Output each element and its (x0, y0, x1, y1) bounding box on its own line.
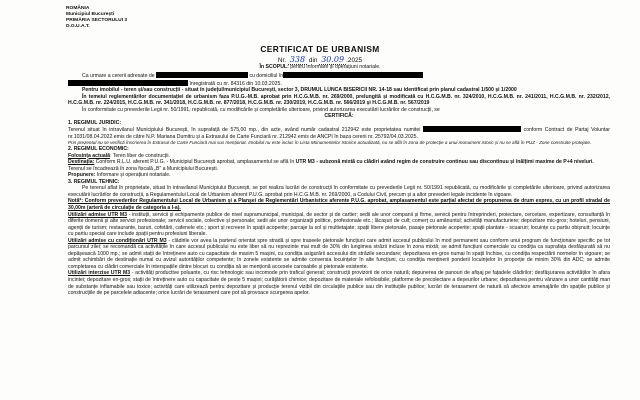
forbidden-uses-label: Utilizări interzise UTR M3 (68, 270, 131, 277)
section-technical-heading: 3. REGIMUL TEHNIC: (68, 178, 120, 185)
conditional-uses-label: Utilizări admise cu condiționări UTR M3 (68, 237, 167, 244)
redacted-owner (423, 126, 521, 132)
legal-note: Prin prezentul nu se verifică înscrierea în Extrasul de Carte Funciară mai sus menționat. Imobilul nu este inclus în Lista Monumentelor Istorice actualizată, nu se află în zona de protecție a unui monument istoric și nu se află în PUZ - Zone construite protejate. (68, 140, 592, 146)
redacted-address-2 (68, 80, 188, 86)
allowed-uses (68, 212, 610, 238)
issuer-header (66, 6, 127, 30)
certificate-year: .2025 (346, 57, 363, 64)
destination-text: Conform R.L.U. aferent P.U.G. - Municipiul București aprobat, amplasamentul se află în (94, 159, 296, 166)
allowed-uses-text: - instituții, servicii și echipamente publice de nivel supramunicipal, municipal, de sector și de cartier; sedii ale unor companii și firme, servicii pentru întreprinderi, proiectare, cercetare, expertizare, consultanță în diferite domenii și alte servicii profesionale; servicii sociale, colective și personale; sedii ale unor organizații politice, profesionale etc.; lăcașuri de cult; comerț cu amănuntul; activități manufacturiere; depozitare mic-gros; hoteluri, pensiuni, agenții de turism; restaurante, baruri, cofetării, cafenele etc.; sport și recreere în spații acoperite; parcaje la sol și multietajate; spații libere pietonale, pasaje pietonale acoperite; spații plantate - scuaruri; locuințe cu partiu obișnuit; locuințe cu partiu special care include spații pentru profesiuni liberale. (68, 211, 610, 238)
economic-destination (68, 159, 610, 166)
certificate-body (68, 72, 610, 297)
destination-label: Destinația: (68, 159, 95, 166)
intro-domicile-text: cu domiciliul în (248, 73, 284, 79)
current-use-text: : Teren liber de construcții. (110, 152, 170, 159)
allowed-uses-label: Utilizări admise UTR M3 (68, 211, 128, 218)
proposal-label: Propunere: (68, 172, 96, 179)
intro-request (68, 72, 610, 80)
conditional-uses-text: - clădirile vor avea la parterul orientat spre stradă și spre traseele pietonale funcțiuni care admit accesul publicului în mod permanent sau conform unui program de funcționare specific pe tot parcursul zilei; se recomandă ca activitățile în care accesul publicului nu este liber să nu reprezinte mai mult de 30% din lungimea străzii incluse în zona mixtă; se admit funcțiuni comerciale cu condiția ca suprafața desfășurată să nu depășească 1000 mp.; se admit stații de întreținere auto cu capacitate de maxim 5 mașini, cu condiția asigurării accesului din străzile secundare; depozitarea en-gros numai în spații închise, cu condiția respectării normelor în vigoare; se admit schimbări de destinație numai cu avizul autorităților competente; în zonele existente se admite conversia locuințelor în alte funcțiuni, cu condiția menținerii ponderii locuințelor în proporție de minim 30% din ADC; se admite completarea cu clădiri comerciale în interspațiile dintre blocuri cu condiția să se menționă accesele carosabile și pietonale existente. (68, 237, 610, 270)
certificate-number: 338 (289, 55, 306, 64)
certifica-heading: CERTIFICĂ: (324, 113, 354, 120)
certificate-number-line (0, 55, 640, 64)
scope-label: În SCOPUL: (259, 64, 289, 70)
section-legal-text (68, 126, 610, 140)
legal-text-2: conform Contract de Partaj Voluntar nr.1031/08.04.2022 emis de către N.P. Mariana Dumitru și a Extrasului de Carte Funciară nr. 212942 emis de ANCPI în baza cererii nr. 25792/04.03.2025. (68, 127, 610, 140)
certificate-date: 30.09 (321, 55, 345, 64)
header-office: PRIMĂRIA SECTORULUI 3 (66, 18, 128, 23)
redacted-address (283, 72, 423, 78)
intro-legal-basis: În temeiul reglementărilor documentației de urbanism faza P.U.G.-M.B. aprobat prin H.C.G.M.B. nr. 269/2000, prelungită și modificată cu H.C.G.M.B. nr. 324/2010, H.C.G.M.B. nr. 241/2011, H.C.G.M.B. nr. 232/2012, H.C.G.M.B. nr. 224/2015, H.C.G.M.B. nr. 341/2018, H.C.G.M.B. nr. 877/2018, H.C.G.M.B. nr. 230/2019, H.C.G.M.B. nr. 566/2019 și H.C.G.M.B. nr. 567/2019 (68, 93, 610, 107)
current-use-label: Folosința actuală (68, 152, 110, 159)
din-label: din (307, 57, 320, 64)
intro-law: În conformitate cu prevederile Legii nr. 50/1991, republicată, cu modificările și completările ulterioare, privind autorizarea executării lucrărilor de construcții, se (82, 106, 440, 113)
header-department: D.G.U.A.T. (66, 24, 90, 29)
certificate-title: CERTIFICAT DE URBANISM (260, 44, 380, 54)
destination-zone: UTR M3 - subzonă mixtă cu clădiri având regim de construire continuu sau discontinuu și înălțimi maxime de P+4 niveluri. (295, 159, 594, 166)
header-city: Municipiul București (66, 12, 115, 17)
proposal-text: Informare și operațiuni notariale. (95, 172, 171, 179)
forbidden-uses (68, 270, 610, 296)
certificate-scope (0, 64, 640, 70)
section-legal-heading: 1. REGIMUL JURIDIC: (68, 119, 122, 126)
nr-prefix: Nr. (277, 57, 288, 64)
fiscal-zone: Terenul se încadrează în zona fiscală „B” a Municipiului București. (68, 165, 219, 172)
redacted-applicant (156, 72, 248, 78)
intro-property: Pentru imobilul - teren și/sau construcții - situat în județul/municipiul București, sector 3, DRUMUL LUNCA BISERICII NR. 14-18 sau identificat prin planul cadastral 1/500 și 1/2000 (82, 87, 517, 94)
technical-note: Notă*: Conform prevederilor Regulamentului Local de Urbanism și a Planșei de Reglementări Urbanistice aferente P.U.G. aprobat, amplasamentul este parțial afectat de propunerea de drum expres, cu un profil stradal de 30,00m (arteră de circulație de categoria a I-a). (68, 198, 610, 211)
forbidden-uses-text: - activități productive poluante, cu risc tehnologic sau incomode prin traficul generat; construcții provizorii de orice natură; depunerea de panouri de afișaj pe fațadele clădirilor; desfășurarea activităților în afara incintei; depozitare en-gros; stații de întreținere auto cu capacitate de peste 5 mașini; curățătorii chimice; depozitare de materiale refolosibile; platforme de precolectare a deșeurilor urbane; depozitarea pentru vânzare a unor cantități mari de substanțe inflamabile sau toxice; activități care utilizează pentru depozitare și producție terenul vizibil din circulațiile publice sau din instituțiile publice; lucrări de terasament de natură să afecteze amenajările din spațiile publice și construcțiile de pe parcelele adiacente; orice lucrări de terasament care pot să provoace scurgerea apelor. (68, 270, 610, 297)
header-country: ROMÂNIA (66, 6, 90, 11)
intro-registration-text: înregistrată cu nr. 84316 din 10.03.2025. (189, 80, 282, 87)
scope-text: pentru informare și operațiuni notariale. (288, 64, 381, 70)
legal-text-1: Terenul situat în intravilanul Municipiului București, în suprafață de 575,00 mp., din acte, având număr cadastral 212942 este proprietatea numitei (68, 127, 424, 134)
section-economic-heading: 2. REGIMUL ECONOMIC: (68, 146, 129, 153)
technical-intro: Pe terenul aflat în proprietate, situat în intravilanul Municipiului București, se pot realiza lucrări de construcții în conformitate cu prevederile Legii nr. 50/1991 republicată, cu modificările și completările ulterioare, privind autorizarea executării lucrărilor de construcții, a Regulamentului Local de Urbanism aferent P.U.G. aprobat prin H.C.G.M.B. nr. 269/2000, a Codului Civil, precum și a altor prevederi legale incidente în vigoare. (68, 185, 610, 198)
intro-request-text: Ca urmare a cererii adresate de (82, 73, 157, 79)
conditional-uses (68, 238, 610, 271)
intro-registration (68, 80, 610, 88)
